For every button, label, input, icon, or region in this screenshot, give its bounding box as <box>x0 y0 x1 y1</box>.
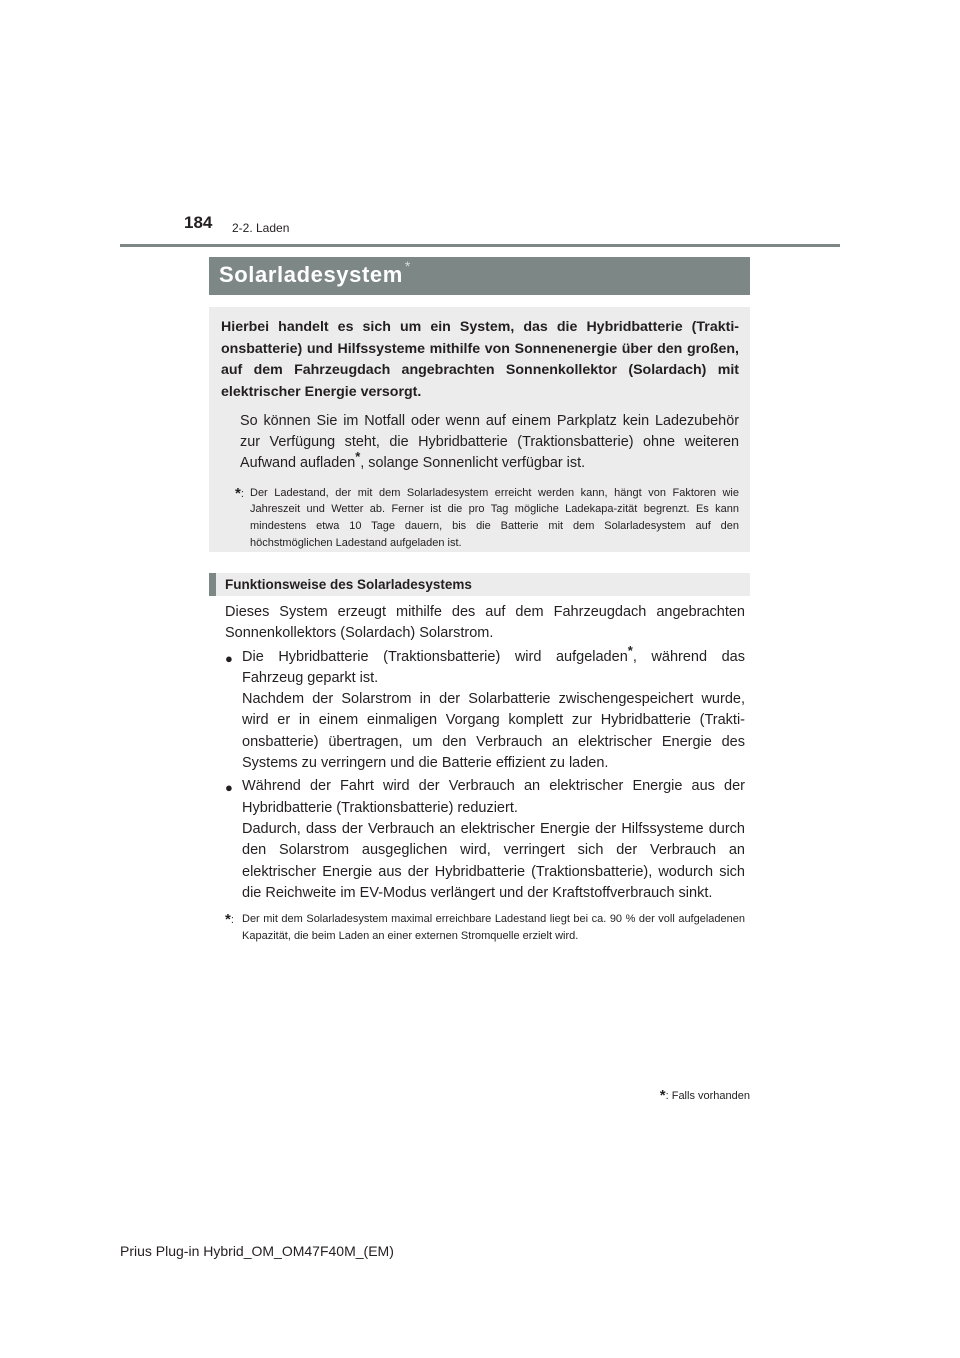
page-title-bar <box>209 257 750 295</box>
subsection-heading: Funktionsweise des Solarladesystems <box>209 573 750 596</box>
bullet-heading: Während der Fahrt wird der Verbrauch an elektrischer Energie aus der Hybridbatterie (Traktionsbatterie) reduziert. <box>242 778 745 816</box>
bullet-heading-text-end: , während das Fahrzeug geparkt ist. <box>242 648 745 686</box>
footnote-text: Der mit dem Solarladesystem maximal erreichbare Ladestand liegt bei ca. 90 % der voll aufgeladenen Kapazität, die beim Laden an einer externen Stromquelle erzielt wird. <box>242 913 745 942</box>
footnote-colon: : <box>240 487 244 500</box>
footnote-star: * <box>235 484 241 502</box>
intro-footnote <box>235 485 739 552</box>
section-breadcrumb: 2-2. Laden <box>232 221 290 235</box>
bullet-detail: Dadurch, dass der Verbrauch an elektrischer Energie der Hilfssysteme durch den Solarstrom ausgeglichen wird, verringert sich der Verbrauch an elektrischer Energie aus der Hybridbatterie (Traktionsbatterie), wodurch sich die Reichweite im EV-Modus verlängert und der Kraftstoffverbrauch sinkt. <box>242 820 745 901</box>
header-divider <box>120 244 840 247</box>
bullet-heading-text: Die Hybridbatterie (Traktionsbatterie) wird aufgeladen <box>242 648 628 665</box>
availability-star: * <box>659 1087 666 1104</box>
bullet-detail: Nachdem der Solarstrom in der Solarbatterie zwischengespeichert wurde, wird er in einem einmaligen Vorgang komplett zur Hybridbatterie (Trakti-onsbatterie) übertragen, um den Verbrauch an elektrischer Energie des Systems zu verringern und die Batterie effizient zu laden. <box>242 691 745 772</box>
intro-paragraph-text: So können Sie im Notfall oder wenn auf einem Parkplatz kein Ladezubehör zur Verfügung steht, die Hybridbatterie (Traktionsbatterie) ohne weiteren Aufwand aufladen <box>240 412 739 472</box>
footnote-marker <box>225 911 242 944</box>
intro-summary: Hierbei handelt es sich um ein System, das die Hybridbatterie (Trakti-onsbatterie) und Hilfssysteme mithilfe von Sonnenenergie über den großen, auf dem Fahrzeugdach angebrachten Sonnenkollektor (Solardach) mit elektrischer Energie versorgt. <box>221 319 739 401</box>
footnote-colon: : <box>230 914 234 927</box>
footnote-star: * <box>225 911 231 929</box>
footnote-text: Der Ladestand, der mit dem Solarladesystem erreicht werden kann, hängt von Faktoren wie Jahreszeit und Wetter ab. Ferner ist die pro Tag mögliche Ladekapa-zität begrenzt. Es kann mindestens etwa 10 Tage dauern, bis die Batterie mit dem Solarladesystem auf den höchstmöglichen Ladestand aufgeladen ist. <box>250 486 739 549</box>
availability-note <box>660 1086 750 1103</box>
bullet-icon: ● <box>225 650 233 666</box>
footnote-reference: * <box>355 449 361 465</box>
list-item <box>225 776 745 904</box>
list-item <box>225 642 745 775</box>
intro-paragraph-text-end: , solange Sonnenlicht verfügbar ist. <box>360 455 586 472</box>
list-item-content <box>242 776 745 904</box>
availability-text: : Falls vorhanden <box>665 1090 750 1102</box>
intro-box <box>209 307 750 552</box>
subsection-intro: Dieses System erzeugt mithilfe des auf dem Fahrzeugdach angebrachten Sonnenkollektors (Solardach) Solarstrom. <box>225 604 745 642</box>
optional-equipment-marker: * <box>404 258 411 274</box>
bullet-icon: ● <box>225 780 233 796</box>
footnote-reference: * <box>627 642 633 658</box>
bullet-heading <box>242 642 745 690</box>
footnote-marker <box>235 485 250 552</box>
subsection-body <box>225 602 745 945</box>
manual-footer: Prius Plug-in Hybrid_OM_OM47F40M_(EM) <box>120 1243 394 1259</box>
subsection-footnote <box>225 911 745 944</box>
page-title: Solarladesystem <box>219 262 403 287</box>
intro-paragraph <box>240 411 739 475</box>
page-number: 184 <box>184 213 213 232</box>
list-item-content <box>242 642 745 775</box>
